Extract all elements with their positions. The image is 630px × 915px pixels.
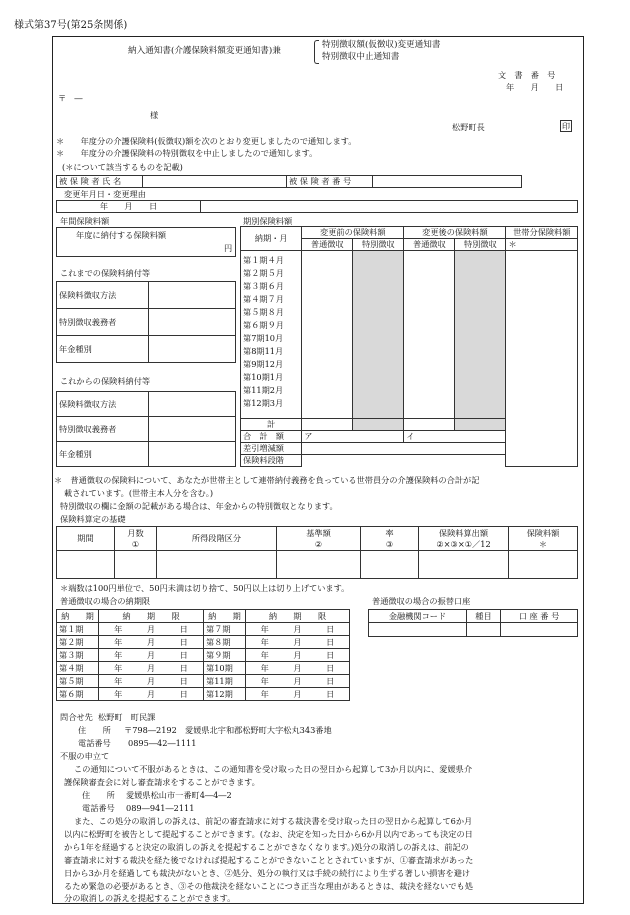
title-main: 納入通知書(介護保険料額変更通知書)兼: [128, 46, 281, 56]
period-col-before: 変更前の保険料額: [302, 227, 404, 239]
transfer-col-account: 口 座 番 号: [501, 610, 578, 623]
appeal-p2-7: 分の取消しの訴えを提起することができます。: [64, 893, 236, 903]
transfer-heading: 普通徴収の場合の振替口座: [372, 596, 471, 606]
issue-date: 年 月 日: [506, 82, 564, 92]
level-label: 保険料段階: [241, 455, 302, 467]
contact-address-label: 住 所: [78, 725, 111, 735]
due-table: [56, 609, 350, 701]
grand-total-label: 合 計 額: [241, 431, 302, 443]
period-table: [240, 226, 578, 467]
due-col-term-left: 納 期: [57, 610, 99, 623]
before-normal-header: 普通徴収: [302, 239, 353, 251]
basis-col-base: [277, 527, 361, 551]
basis-amount-mark: ＊: [538, 538, 548, 549]
household-star: ＊: [506, 239, 578, 251]
title-alt-1: 特別徴収額(仮徴収)変更通知書: [322, 40, 441, 50]
period-row-9: 第9期12月: [243, 359, 284, 369]
basis-months-mark: ①: [131, 538, 140, 549]
basis-col-period: 期間: [57, 527, 115, 551]
basis-col-months: [115, 527, 157, 551]
due-date-8: 年 月 日: [246, 636, 350, 649]
transfer-account-field: [501, 623, 578, 637]
due-date-11: 年 月 日: [246, 675, 350, 688]
form-number: 様式第37号(第25条関係): [14, 20, 128, 31]
basis-cell: [57, 551, 115, 579]
future-table: [56, 391, 236, 467]
household-note-1: ＊ 普通徴収の保険料について、あなたが世帯主として連帯納付義務を負っている世帯員分の介護保険料の合計が記: [54, 475, 480, 485]
due-term-3: 第３期: [57, 649, 99, 662]
contact-address: 〒798―2192 愛媛県北宇和郡松野町大字松丸343番地: [124, 725, 332, 735]
period-col-term: 納期・月: [241, 227, 302, 251]
basis-table: [56, 526, 578, 579]
mark-i: イ: [406, 431, 415, 442]
annual-heading: 年間保険料額: [60, 216, 110, 226]
basis-base-mark: ②: [314, 538, 323, 549]
period-row-6: 第６期９月: [243, 320, 284, 330]
appeal-p1: この通知について不服があるときは、この通知書を受け取った日の翌日から起算して3か月以内に、愛媛県介: [74, 764, 473, 774]
grand-total-after: [404, 431, 506, 443]
due-date-1: 年 月 日: [99, 623, 204, 636]
due-date-4: 年 月 日: [99, 662, 204, 675]
period-row-10: 第10期1月: [243, 372, 284, 382]
basis-cell: [157, 551, 277, 579]
basis-months-label: 月数: [127, 528, 144, 539]
basis-rate-mark: ③: [385, 538, 394, 549]
basis-col-calc: [419, 527, 509, 551]
due-col-limit-right: 納 期 限: [246, 610, 350, 623]
due-date-6: 年 月 日: [99, 688, 204, 701]
period-row-4: 第４期７月: [243, 294, 284, 304]
household-cells: [506, 251, 578, 467]
appeal-p2-4: 審査請求に対する裁決を経た後でなければ提起することができないこととされていますが、①審査請求があった: [64, 855, 474, 865]
past-heading: これまでの保険料納付等: [60, 268, 151, 278]
due-col-term-right: 納 期: [204, 610, 246, 623]
due-term-8: 第８期: [204, 636, 246, 649]
period-row-11: 第11期2月: [243, 385, 284, 395]
past-method-label: 保険料徴収方法: [57, 282, 149, 309]
future-agent-field: [149, 417, 236, 442]
future-pension-field: [149, 442, 236, 467]
basis-cell: [115, 551, 157, 579]
future-heading: これからの保険料納付等: [60, 376, 151, 386]
notice-annual-change: ＊ 年度分の介護保険料(仮徴収)額を次のとおり変更しましたので通知します。: [56, 136, 357, 146]
period-heading: 期別保険料額: [243, 216, 293, 226]
insured-name-field: [143, 176, 287, 188]
due-term-4: 第４期: [57, 662, 99, 675]
transfer-bank-field: [369, 623, 467, 637]
appeal-address: 愛媛県松山市一番町4―4―2: [126, 790, 232, 800]
change-date: 年 月 日: [57, 201, 201, 213]
transfer-type-field: [467, 623, 501, 637]
contact-office: 松野町 町民課: [98, 712, 156, 722]
total-before-special: [353, 419, 404, 431]
period-months: [241, 251, 302, 419]
due-term-5: 第５期: [57, 675, 99, 688]
transfer-col-bank: 金融機関コード: [369, 610, 467, 623]
appeal-tel-label: 電話番号: [82, 803, 115, 813]
appeal-heading: 不服の申立て: [60, 751, 110, 761]
basis-rate-label: 率: [385, 528, 394, 539]
insured-number-field: [373, 176, 522, 188]
after-special-cells: [455, 251, 506, 419]
basis-cell: [277, 551, 361, 579]
transfer-col-type: 種目: [467, 610, 501, 623]
household-note-2: 載されています。(世帯主本人分を含む。): [64, 488, 214, 498]
basis-col-amount: [509, 527, 578, 551]
rounding-note: ＊端数は100円単位で、50円未満は切り捨て、50円以上は切り上げています。: [60, 583, 350, 593]
postal-mark: 〒 ―: [58, 93, 83, 103]
notice-special-stop: ＊ 年度分の介護保険料の特別徴収を中止しましたので通知します。: [56, 148, 318, 158]
due-term-6: 第６期: [57, 688, 99, 701]
due-date-3: 年 月 日: [99, 649, 204, 662]
due-term-11: 第11期: [204, 675, 246, 688]
before-normal-cells: [302, 251, 353, 419]
change-reason-field: [201, 201, 578, 213]
before-special-cells: [353, 251, 404, 419]
past-agent-field: [149, 309, 236, 336]
appeal-p1b: 護保険審査会に対し審査請求をすることができます。: [64, 777, 260, 787]
change-label: 変更年月日・変更理由: [64, 189, 146, 199]
due-term-10: 第10期: [204, 662, 246, 675]
diff-field: [302, 443, 506, 455]
past-pension-label: 年金種別: [57, 336, 149, 363]
grand-total-before: [302, 431, 404, 443]
appeal-p2-6: るため緊急の必要があるとき、③その他裁決を経ないことにつき正当な理由があるときは、裁決を経ないでも処: [64, 881, 473, 891]
total-after-normal: [404, 419, 455, 431]
due-date-9: 年 月 日: [246, 649, 350, 662]
period-row-2: 第２期５月: [243, 268, 284, 278]
past-table: [56, 281, 236, 363]
annual-label: 年度に納付する保険料額: [76, 230, 167, 240]
after-normal-cells: [404, 251, 455, 419]
insured-name-label: 被 保 険 者 氏 名: [57, 176, 143, 188]
appeal-address-label: 住 所: [82, 790, 115, 800]
total-after-special: [455, 419, 506, 431]
basis-calc-formula: ②×③×①／12: [436, 538, 491, 549]
document-number-label: 文 書 番 号: [498, 70, 556, 80]
due-date-12: 年 月 日: [246, 688, 350, 701]
due-date-10: 年 月 日: [246, 662, 350, 675]
insured-number-label: 被 保 険 者 番 号: [287, 176, 373, 188]
basis-cell: [509, 551, 578, 579]
due-heading: 普通徴収の場合の納期限: [60, 596, 151, 606]
period-col-after: 変更後の保険料額: [404, 227, 506, 239]
period-row-5: 第５期８月: [243, 307, 284, 317]
future-method-field: [149, 392, 236, 417]
due-term-1: 第１期: [57, 623, 99, 636]
total-before-normal: [302, 419, 353, 431]
notice-note: (＊について該当するものを記載): [62, 162, 183, 172]
special-note: 特別徴収の欄に金額の記載がある場合は、年金からの特別徴収となります。: [60, 501, 338, 511]
period-row-7: 第7期10月: [243, 333, 284, 343]
due-date-2: 年 月 日: [99, 636, 204, 649]
due-col-limit-left: 納 期 限: [99, 610, 204, 623]
appeal-p2-2: 以内に松野町を被告として提起することができます。(なお、決定を知った日から6か月以内であっても決定の日: [64, 829, 473, 839]
basis-cell: [361, 551, 419, 579]
past-method-field: [149, 282, 236, 309]
period-row-3: 第３期６月: [243, 281, 284, 291]
after-normal-header: 普通徴収: [404, 239, 455, 251]
basis-cell: [419, 551, 509, 579]
due-date-5: 年 月 日: [99, 675, 204, 688]
past-agent-label: 特別徴収義務者: [57, 309, 149, 336]
period-row-8: 第8期11月: [243, 346, 284, 356]
period-row-1: 第１期４月: [243, 255, 284, 265]
annual-yen: 円: [224, 243, 233, 253]
basis-col-rate: [361, 527, 419, 551]
due-date-7: 年 月 日: [246, 623, 350, 636]
basis-base-label: 基準額: [306, 528, 331, 539]
before-special-header: 特別徴収: [353, 239, 404, 251]
due-term-9: 第９期: [204, 649, 246, 662]
basis-calc-label: 保険料算出額: [438, 528, 489, 539]
seal-mark: 印: [562, 122, 570, 131]
due-term-7: 第７期: [204, 623, 246, 636]
basis-col-class: 所得段階区分: [157, 527, 277, 551]
after-special-header: 特別徴収: [455, 239, 506, 251]
basis-amount-label: 保険料額: [526, 528, 560, 539]
mark-a: ア: [304, 431, 313, 442]
period-row-12: 第12期3月: [243, 398, 284, 408]
title-bracket: [314, 40, 319, 64]
insured-table: [56, 175, 522, 188]
due-term-2: 第２期: [57, 636, 99, 649]
due-term-12: 第12期: [204, 688, 246, 701]
appeal-p2-3: から1年を経過すると決定の取消しの訴えを提起することができなくなります。)処分の取消しの訴えは、前記の: [64, 842, 469, 852]
appeal-p2-1: また、この処分の取消しの訴えは、前記の審査請求に対する裁決書を受け取った日の翌日から起算して6か月: [74, 816, 473, 826]
period-col-household: 世帯分保険料額: [506, 227, 578, 239]
basis-heading: 保険料算定の基礎: [60, 514, 126, 524]
diff-label: 差引増減額: [241, 443, 302, 455]
appeal-tel: 089―941―2111: [126, 803, 195, 813]
contact-tel-label: 電話番号: [78, 738, 111, 748]
appeal-p2-5: 日から3か月を経過しても裁決がないとき、②処分、処分の執行又は手続の続行により生ずる著しい損害を避け: [64, 868, 471, 878]
level-field: [302, 455, 506, 467]
past-pension-field: [149, 336, 236, 363]
contact-tel: 0895―42―1111: [128, 738, 197, 748]
transfer-table: [368, 609, 578, 637]
title-alt-2: 特別徴収中止通知書: [322, 52, 400, 62]
change-table: [56, 200, 578, 213]
future-pension-label: 年金種別: [57, 442, 149, 467]
honorific: 様: [150, 110, 159, 120]
period-total-label: 計: [241, 419, 302, 431]
future-agent-label: 特別徴収義務者: [57, 417, 149, 442]
contact-label: 問合せ先: [60, 712, 93, 722]
mayor-name: 松野町長: [452, 122, 485, 132]
future-method-label: 保険料徴収方法: [57, 392, 149, 417]
